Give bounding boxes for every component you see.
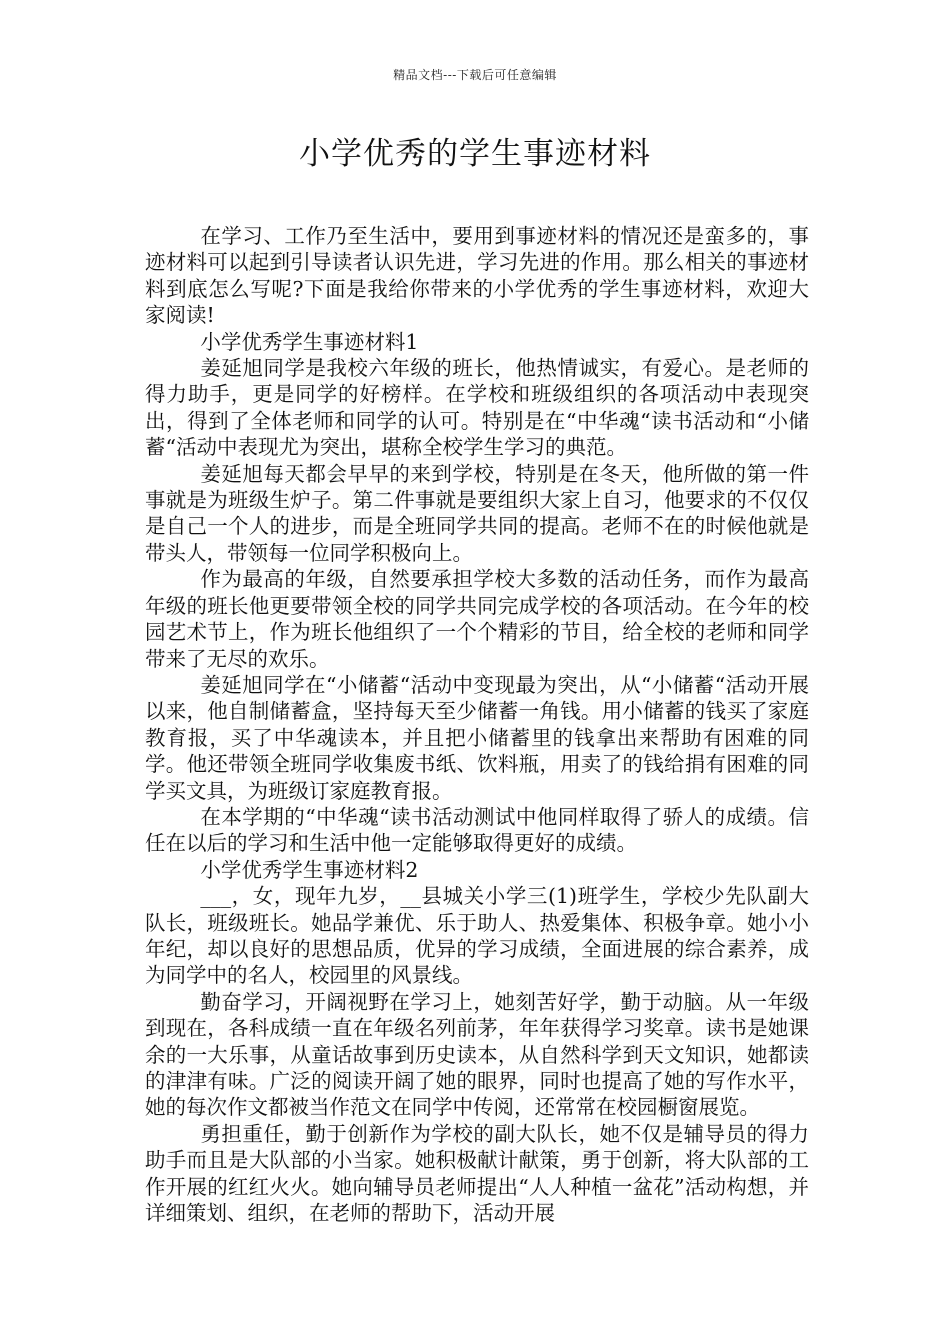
- body-paragraph: 姜延旭同学是我校六年级的班长，他热情诚实，有爱心。是老师的得力助手，更是同学的好榜样。在学校和班级组织的各项活动中表现突出，得到了全体老师和同学的认可。特别是在“中华魂“读书活动和“小储蓄“活动中表现尤为突出，堪称全校学生学习的典范。: [145, 356, 809, 460]
- document-body: [145, 223, 809, 1226]
- body-paragraph: 作为最高的年级，自然要承担学校大多数的活动任务，而作为最高年级的班长他更要带领全校的同学共同完成学校的各项活动。在今年的校园艺术节上，作为班长他组织了一个个精彩的节目，给全校的老师和同学带来了无尽的欢乐。: [145, 567, 809, 671]
- body-paragraph: 姜延旭同学在“小储蓄“活动中变现最为突出，从“小储蓄“活动开展以来，他自制储蓄盒，坚持每天至少储蓄一角钱。用小储蓄的钱买了家庭教育报，买了中华魂读本，并且把小储蓄里的钱拿出来帮助有困难的同学。他还带领全班同学收集废书纸、饮料瓶，用卖了的钱给捐有困难的同学买文具，为班级订家庭教育报。: [145, 672, 809, 803]
- body-paragraph: 姜延旭每天都会早早的来到学校，特别是在冬天，他所做的第一件事就是为班级生炉子。第二件事就是要组织大家上自习，他要求的不仅仅是自己一个人的进步，而是全班同学共同的提高。老师不在的时候他就是带头人，带领每一位同学积极向上。: [145, 461, 809, 565]
- body-paragraph: 在本学期的“中华魂“读书活动测试中他同样取得了骄人的成绩。信任在以后的学习和生活中他一定能够取得更好的成绩。: [145, 804, 809, 856]
- body-paragraph: 勤奋学习，开阔视野在学习上，她刻苦好学，勤于动脑。从一年级到现在，各科成绩一直在年级名列前茅，年年获得学习奖章。读书是她课余的一大乐事，从童话故事到历史读本，从自然科学到天文知识，她都读的津津有味。广泛的阅读开阔了她的眼界，同时也提高了她的写作水平，她的每次作文都被当作范文在同学中传阅，还常常在校园橱窗展览。: [145, 989, 809, 1120]
- body-paragraph: 勇担重任，勤于创新作为学校的副大队长，她不仅是辅导员的得力助手而且是大队部的小当家。她积极献计献策，勇于创新，将大队部的工作开展的红红火火。她向辅导员老师提出“人人种植一盆花”活动构想，并详细策划、组织，在老师的帮助下，活动开展: [145, 1121, 809, 1226]
- body-paragraph: ___，女，现年九岁，__县城关小学三(1)班学生，学校少先队副大队长，班级班长。她品学兼优、乐于助人、热爱集体、积极争章。她小小年纪，却以良好的思想品质，优异的学习成绩，全面进展的综合素养，成为同学中的名人，校园里的风景线。: [145, 884, 809, 988]
- document-title: 小学优秀的学生事迹材料: [299, 136, 651, 172]
- page-header: 精品文档---下载后可任意编辑: [393, 68, 557, 82]
- intro-paragraph: 在学习、工作乃至生活中，要用到事迹材料的情况还是蛮多的，事迹材料可以起到引导读者认识先进，学习先进的作用。那么相关的事迹材料到底怎么写呢?下面是我给你带来的小学优秀的学生事迹材料，欢迎大家阅读!: [145, 224, 809, 328]
- section-heading-2: 小学优秀学生事迹材料2: [200, 857, 419, 882]
- section-heading-1: 小学优秀学生事迹材料1: [200, 329, 419, 354]
